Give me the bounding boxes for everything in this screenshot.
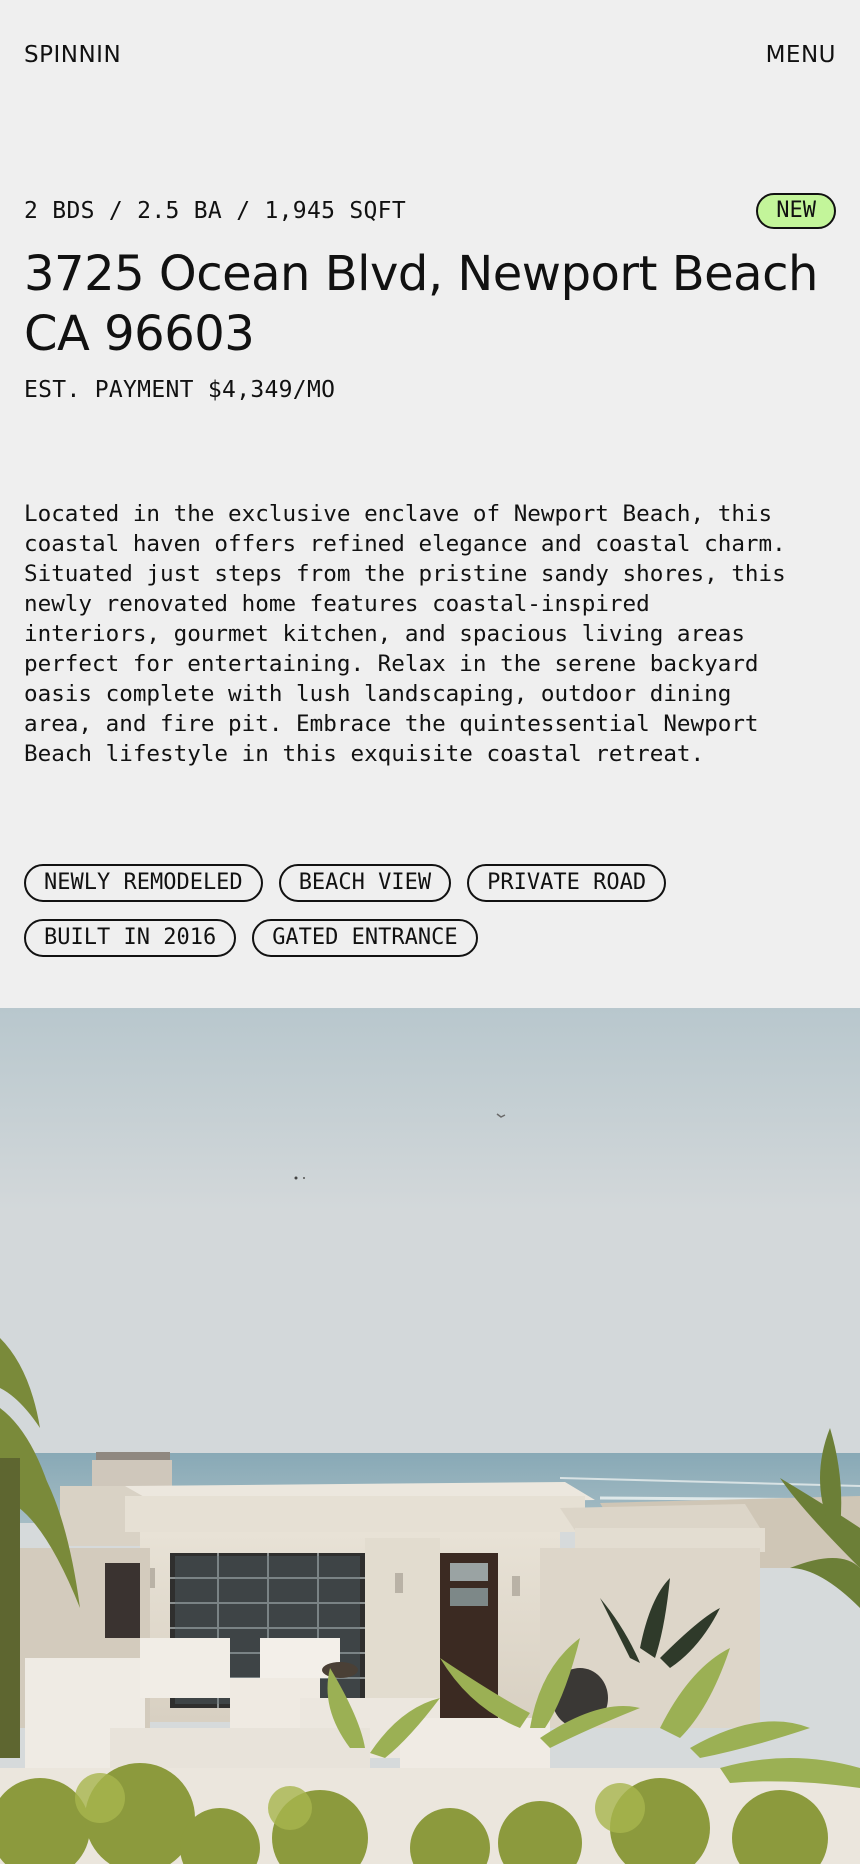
menu-button[interactable]: MENU — [765, 42, 836, 68]
house-illustration — [0, 1008, 860, 1864]
tag-gated-entrance[interactable]: GATED ENTRANCE — [252, 919, 477, 957]
property-specs: 2 BDS / 2.5 BA / 1,945 SQFT — [24, 198, 406, 224]
title-line-1: 3725 Ocean Blvd, Newport Beach — [24, 246, 818, 302]
property-photo — [0, 1008, 860, 1864]
tag-built-in-2016[interactable]: BUILT IN 2016 — [24, 919, 236, 957]
tag-beach-view[interactable]: BEACH VIEW — [279, 864, 451, 902]
tag-private-road[interactable]: PRIVATE ROAD — [467, 864, 666, 902]
listing-title — [24, 244, 836, 364]
top-bar — [24, 42, 836, 68]
estimated-payment: EST. PAYMENT $4,349/MO — [24, 377, 336, 403]
listing-description: Located in the exclusive enclave of Newport Beach, this coastal haven offers refined elegance and coastal charm. Situated just steps from the pristine sandy shores, this newly renovated home features coastal-inspired interiors, gourmet kitchen, and spacious living areas perfect for entertaining. Relax in the serene backyard oasis complete with lush landscaping, outdoor dining area, and fire pit. Embrace the quintessential Newport Beach lifestyle in this exquisite coastal retreat. — [24, 501, 786, 767]
specs-row — [24, 193, 836, 229]
feature-tags — [24, 864, 836, 957]
new-badge: NEW — [756, 193, 836, 229]
brand-logo[interactable]: SPINNIN — [24, 42, 122, 68]
tag-newly-remodeled[interactable]: NEWLY REMODELED — [24, 864, 263, 902]
title-line-2: CA 96603 — [24, 306, 255, 362]
